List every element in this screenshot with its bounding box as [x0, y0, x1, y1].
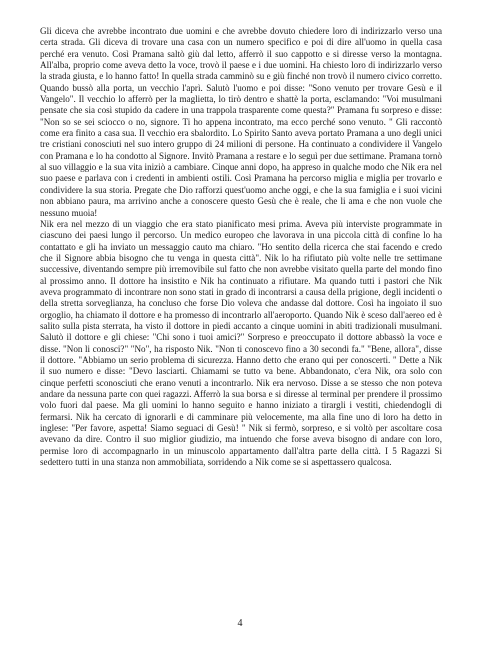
- paragraph-pramana-story: Gli diceva che avrebbe incontrato due uomini e che avrebbe dovuto chiedere loro di indirizzarlo verso una certa strada. Gli diceva di trovare una casa con un numero specifico e poi di dire all'uomo in quella casa perché era venuto. Così Pramana saltò giù dal letto, afferrò il suo cappotto e si diresse verso la montagna. All'alba, proprio come aveva detto la voce, trovò il paese e i due uomini. Ha chiesto loro di indirizzarlo verso la strada giusta, e lo hanno fatto! In quella strada camminò su e giù finché non trovò il numero civico corretto. Quando bussò alla porta, un vecchio l'aprì. Salutò l'uomo e poi disse: "Sono venuto per trovare Gesù e il Vangelo". Il vecchio lo afferrò per la maglietta, lo tirò dentro e shattè la porta, esclamando: "Voi musulmani pensate che sia così stupido da cadere in una trappola trasparente come questa?" Pramana fu sorpreso e disse: "Non so se sei sciocco o no, signore. Ti ho appena incontrato, ma ecco perché sono venuto. " Gli raccontò come era finito a casa sua. Il vecchio era sbalordito. Lo Spirito Santo aveva portato Pramana a uno degli unici tre cristiani conosciuti nel suo intero gruppo di 24 milioni di persone. Ha continuato a condividere il Vangelo con Pramana e lo ha condotto al Signore. Invitò Pramana a restare e lo seguì per due settimane. Pramana tornò al suo villaggio e la sua vita iniziò a cambiare. Cinque anni dopo, ha appreso in qualche modo che Nik era nel suo paese e parlava con i credenti in ambienti ostili. Così Pramana ha percorso miglia e miglia per trovarlo e condividere la sua storia. Pregate che Dio rafforzi quest'uomo anche oggi, e che la sua famiglia e i suoi vicini non abbiano paura, ma arrivino anche a conoscere questo Gesù che è reale, che li ama e che non vuole che nessuno muoia!: [40, 26, 442, 218]
- page-number: 4: [237, 618, 243, 629]
- paragraph-nik-journey: Nik era nel mezzo di un viaggio che era stato pianificato mesi prima. Aveva più interviste programmate in ciascuno dei paesi lungo il percorso. Un medico europeo che lavorava in una piccola città di confine lo ha contattato e gli ha inviato un messaggio cauto ma chiaro. "Ho sentito della ricerca che stai facendo e credo che il Signore abbia bisogno che tu venga in questa città". Nik lo ha rifiutato più volte nelle tre settimane successive, diventando sempre più irremovibile sul fatto che non avrebbe visitato quella parte del mondo fino al prossimo anno. Il dottore ha insistito e Nik ha continuato a rifiutare. Ma quando tutti i pastori che Nik aveva programmato di incontrare non sono stati in grado di incontrarsi a causa della prigione, degli incidenti o della stretta sorveglianza, ha concluso che forse Dio voleva che andasse dal dottore. Così ha ingoiato il suo orgoglio, ha chiamato il dottore e ha promesso di incontrarlo all'aeroporto. Quando Nik è sceso dall'aereo ed è salito sulla pista sterrata, ha visto il dottore in piedi accanto a cinque uomini in abiti tradizionali musulmani. Salutò il dottore e gli chiese: "Chi sono i tuoi amici?" Sorpreso e preoccupato il dottore abbassò la voce e disse. "Non li conosci?" "No", ha risposto Nik. "Non ti conoscevo fino a 30 secondi fa." "Bene, allora", disse il dottore. "Abbiamo un serio problema di sicurezza. Hanno detto che erano qui per conoscerti. " Dette a Nik il suo numero e disse: "Devo lasciarti. Chiamami se tutto va bene. Abbandonato, c'era Nik, ora solo con cinque perfetti sconosciuti che erano venuti a incontrarlo. Nik era nervoso. Disse a se stesso che non poteva andare da nessuna parte con quei ragazzi. Afferrò la sua borsa e si diresse al terminal per prendere il prossimo volo fuori dal paese. Ma gli uomini lo hanno seguito e hanno iniziato a tirargli i vestiti, chiedendogli di fermarsi. Nik ha cercato di ignorarli e di camminare più velocemente, ma alla fine uno di loro ha detto in inglese: "Per favore, aspetta! Siamo seguaci di Gesù! " Nik si fermò, sorpreso, e si voltò per ascoltare cosa avevano da dire. Contro il suo miglior giudizio, ma intuendo che forse aveva bisogno di andare con loro, permise loro di accompagnarlo in un minuscolo appartamento dall'altra parte della città. I 5 Ragazzi Si sedettero tutti in una stanza non ammobiliata, sorridendo a Nik come se si aspettassero qualcosa.: [40, 218, 442, 468]
